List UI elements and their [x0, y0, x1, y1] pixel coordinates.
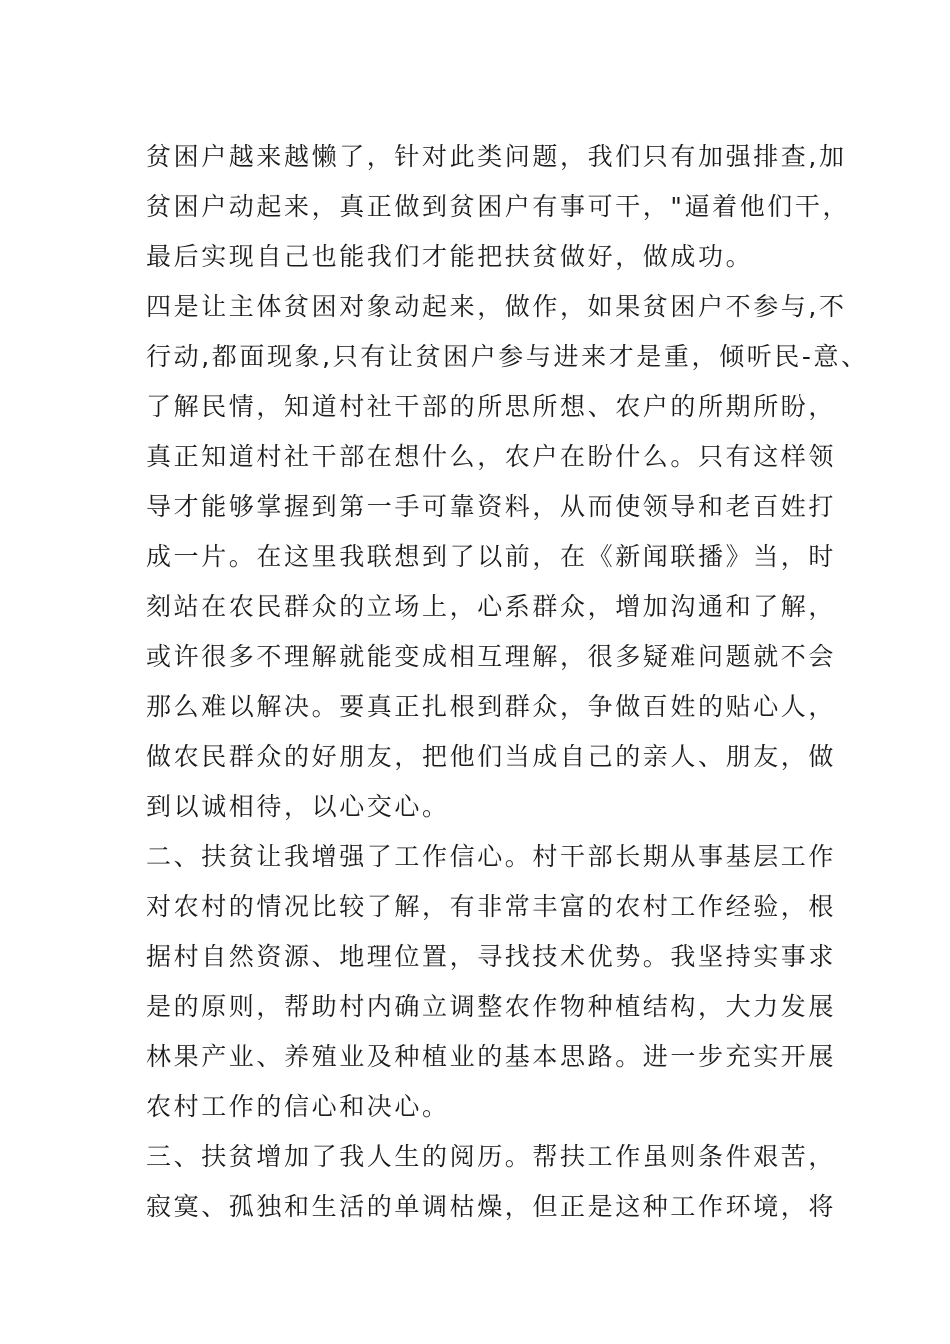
text-line-19: 林果产业、养殖业及种植业的基本思路。进一步充实开展 — [146, 1042, 837, 1071]
text-line-18: 是的原则，帮助村内确立调整农作物种植结构，大力发展 — [146, 992, 837, 1021]
text-line-5: 行动,都面现象,只有让贫困户参与进来才是重，倾听民-意、 — [146, 342, 869, 371]
text-line-22: 寂寞、孤独和生活的单调枯燥，但正是这种工作环境，将 — [146, 1192, 837, 1221]
text-line-11: 或许很多不理解就能变成相互理解，很多疑难问题就不会 — [146, 642, 837, 671]
text-line-3: 最后实现自己也能我们才能把扶贫做好，做成功。 — [146, 242, 754, 271]
text-line-1: 贫困户越来越懒了，针对此类问题，我们只有加强排查,加 — [146, 142, 847, 171]
text-line-17: 据村自然资源、地理位置，寻找技术优势。我坚持实事求 — [146, 942, 837, 971]
text-line-12: 那么难以解决。要真正扎根到群众，争做百姓的贴心人， — [146, 692, 837, 721]
text-line-21: 三、扶贫增加了我人生的阅历。帮扶工作虽则条件艰苦， — [146, 1142, 837, 1171]
text-line-2: 贫困户动起来，真正做到贫困户有事可干，"逼着他们干， — [146, 192, 851, 221]
text-line-13: 做农民群众的好朋友，把他们当成自己的亲人、朋友，做 — [146, 742, 837, 771]
body-text — [146, 132, 936, 1232]
text-line-6: 了解民情，知道村社干部的所思所想、农户的所期所盼， — [146, 392, 837, 421]
text-line-9: 成一片。在这里我联想到了以前，在《新闻联播》当，时 — [146, 542, 837, 571]
text-line-4: 四是让主体贫困对象动起来，做作，如果贫困户不参与,不 — [146, 292, 847, 321]
text-line-15: 二、扶贫让我增强了工作信心。村干部长期从事基层工作 — [146, 842, 837, 871]
text-line-10: 刻站在农民群众的立场上，心系群众，增加沟通和了解， — [146, 592, 837, 621]
text-line-16: 对农村的情况比较了解，有非常丰富的农村工作经验，根 — [146, 892, 837, 921]
text-line-8: 导才能够掌握到第一手可靠资料，从而使领导和老百姓打 — [146, 492, 837, 521]
text-line-7: 真正知道村社干部在想什么，农户在盼什么。只有这样领 — [146, 442, 837, 471]
text-line-20: 农村工作的信心和决心。 — [146, 1092, 450, 1121]
text-line-14: 到以诚相待，以心交心。 — [146, 792, 450, 821]
